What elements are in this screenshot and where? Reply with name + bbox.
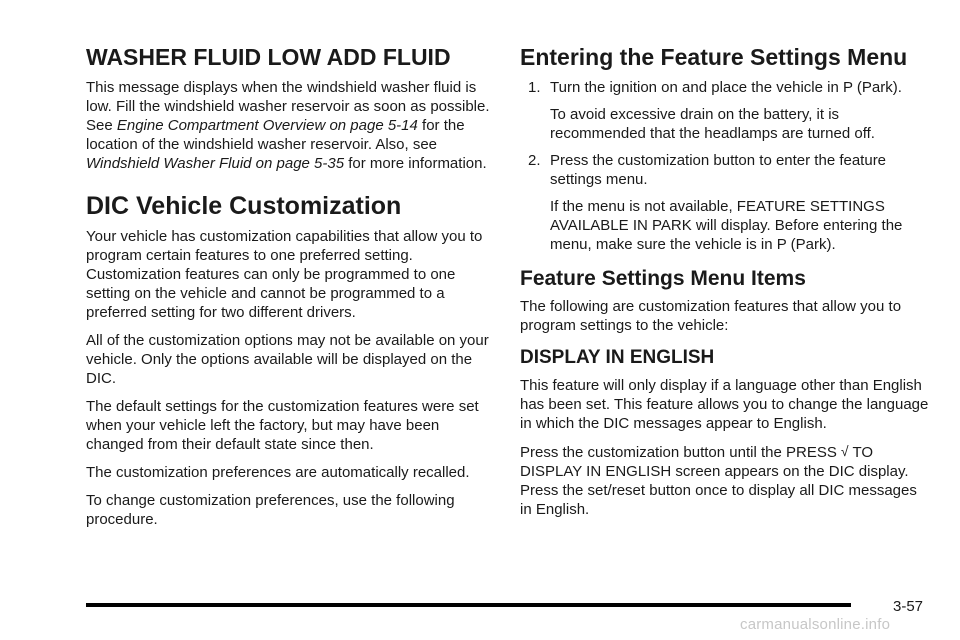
step-text: Press the customization button to enter the feature settings menu. [550,151,887,188]
page-number: 3-57 [893,598,924,615]
display-english-instructions: Press the customization button until the PRESS √ TO DISPLAY IN ENGLISH screen appears on the DIC display. Press the set/reset button once to display all DIC messages in English. [520,442,917,518]
dic-paragraph: Your vehicle has customization capabilities that allow you to program certain features to one preferred setting. Customization features can only be programmed to one setting on the vehicle and cannot be programmed to a preferred setting for two different drivers. [86,227,483,321]
washer-fluid-paragraph: This message displays when the windshield washer fluid is low. Fill the windshield washer reservoir as soon as possible. See Engine Compartment Overview on page 5-14 for the location of the windshield washer reservoir. Also, see Windshield Washer Fluid on page 5-35 for more information. [86,78,490,172]
right-column [520,44,930,528]
watermark: carmanualsonline.info [740,616,891,633]
list-item [528,151,930,254]
step-number: 2. [528,151,541,169]
washer-fluid-heading: WASHER FLUID LOW ADD FLUID [86,44,451,70]
steps-list [520,78,930,254]
left-column [86,44,496,538]
dic-paragraph: The default settings for the customization features were set when your vehicle left the factory, but may have been changed from their default state since then. [86,397,479,453]
step-text: Turn the ignition on and place the vehicle in P (Park). [550,78,902,96]
dic-paragraph: To change customization preferences, use the following procedure. [86,491,455,528]
footer-rule [86,603,851,607]
menu-items-intro: The following are customization features that allow you to program settings to the vehicle: [520,297,902,334]
list-item [528,78,930,143]
step-note: To avoid excessive drain on the battery, it is recommended that the headlamps are turned off. [550,105,875,142]
dic-customization-heading: DIC Vehicle Customization [86,191,402,220]
dic-paragraph: The customization preferences are automatically recalled. [86,463,470,481]
display-english-heading: DISPLAY IN ENGLISH [520,346,715,368]
entering-menu-heading: Entering the Feature Settings Menu [520,44,908,70]
dic-paragraph: All of the customization options may not be available on your vehicle. Only the options available will be displayed on the DIC. [86,331,489,387]
menu-items-heading: Feature Settings Menu Items [520,266,806,290]
step-number: 1. [528,78,541,96]
washer-fluid-reference[interactable]: Windshield Washer Fluid on page 5-35 [86,154,345,172]
display-english-paragraph: This feature will only display if a language other than English has been set. This feature allows you to change the language in which the DIC messages appear to English. [520,376,929,432]
check-icon: √ [840,442,849,459]
engine-compartment-reference[interactable]: Engine Compartment Overview on page 5-14 [116,116,418,134]
step-note: If the menu is not available, FEATURE SETTINGS AVAILABLE IN PARK will display. Before entering the menu, make sure the vehicle is in P (Park). [550,197,903,253]
